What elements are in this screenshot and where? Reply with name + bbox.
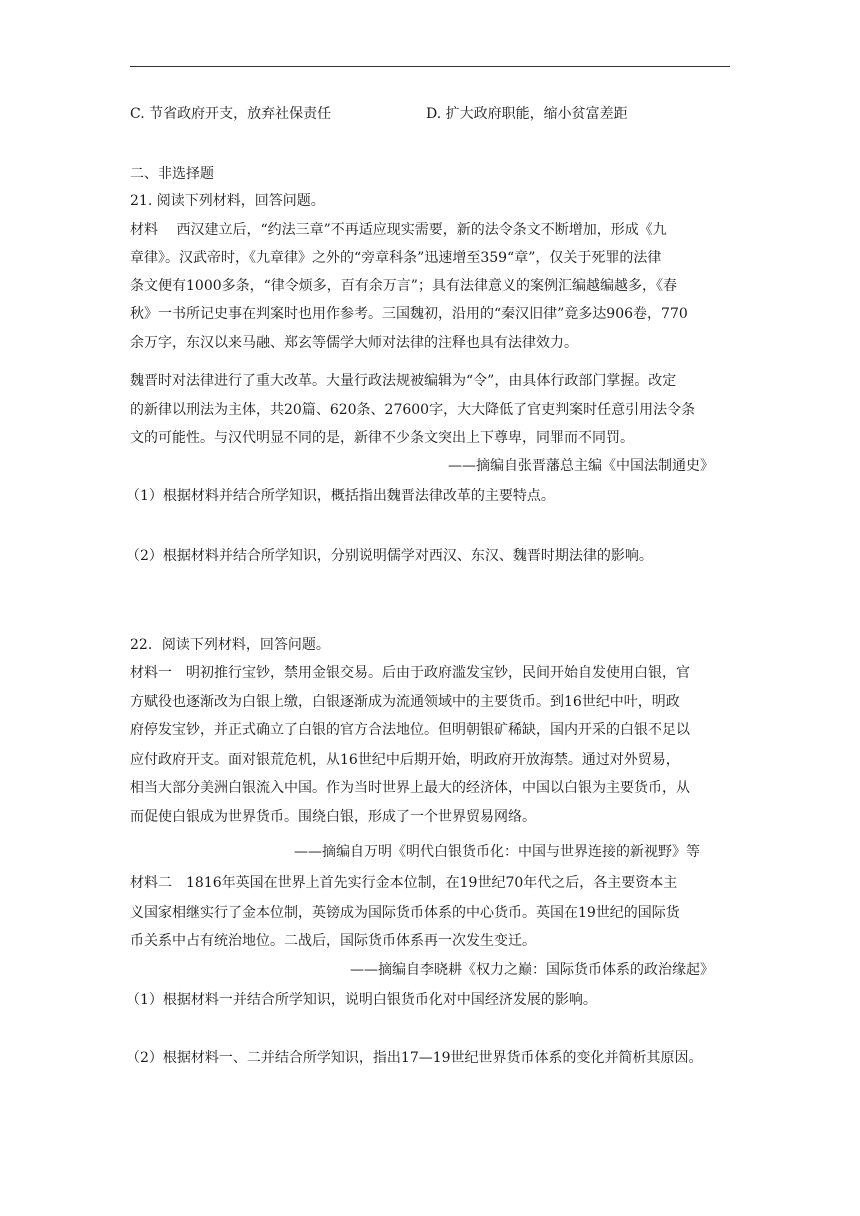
q21-material-line: 文的可能性。与汉代明显不同的是，新律不少条文突出上下尊卑，同罪而不同罚。: [130, 430, 634, 446]
q22-material1-line: 应付政府开支。面对银荒危机，从16世纪中后期开始，明政府开放海禁。通过对外贸易，: [130, 752, 680, 768]
q22-material2-line: 币关系中占有统治地位。二战后，国际货币体系再一次发生变迁。: [130, 933, 536, 949]
q21-material-line: 的新律以刑法为主体，共20篇、620条、27600字，大大降低了官吏判案时任意引用法令条: [130, 402, 696, 418]
q21-material-line: 魏晋时对法律进行了重大改革。大量行政法规被编辑为“令”，由具体行政部门掌握。改定: [130, 373, 677, 389]
header-rule: [130, 66, 730, 67]
q22-material1-line: 材料一 明初推行宝钞，禁用金银交易。后由于政府滥发宝钞，民间开始自发使用白银，官: [130, 665, 690, 681]
q21-material-line: 条文便有1000多条，“律令烦多，百有余万言”；具有法律意义的案例汇编越编越多，《春: [130, 278, 677, 294]
q22-material2-line: 义国家相继实行了金本位制，英镑成为国际货币体系的中心货币。英国在19世纪的国际货: [130, 905, 680, 921]
q22-material2-line: 材料二 1816年英国在世界上首先实行金本位制，在19世纪70年代之后，各主要资本主: [130, 875, 678, 891]
q22-source-1: ——摘编自万明《明代白银货币化：中国与世界连接的新视野》等: [294, 844, 700, 860]
q21-material-line: 章律》。汉武帝时，《九章律》之外的“旁章科条”迅速增至359“章”，仅关于死罪的法律: [130, 250, 662, 266]
q22-material1-line: 方赋役也逐渐改为白银上缴，白银逐渐成为流通领域中的主要货币。到16世纪中叶，明政: [130, 694, 680, 710]
q21-subquestion-1: （1）根据材料并结合所学知识，概括指出魏晋法律改革的主要特点。: [126, 488, 555, 504]
q21-material-line: 余万字，东汉以来马融、郑玄等儒学大师对法律的注释也具有法律效力。: [130, 335, 578, 351]
q22-material1-line: 而促使白银成为世界货币。围绕白银，形成了一个世界贸易网络。: [130, 809, 536, 825]
q21-heading: 21. 阅读下列材料，回答问题。: [130, 193, 325, 209]
q22-heading: 22．阅读下列材料，回答问题。: [130, 637, 330, 653]
q22-source-2: ——摘编自李晓耕《权力之巅：国际货币体系的政治缘起》: [350, 962, 714, 978]
q22-subquestion-2: （2）根据材料一、二并结合所学知识，指出17—19世纪世界货币体系的变化并简析其原因。: [126, 1050, 703, 1066]
option-c: C. 节省政府开支，放弃社保责任: [130, 106, 332, 122]
q21-material-line: 材料 西汉建立后，“约法三章”不再适应现实需要，新的法令条文不断增加，形成《九: [130, 222, 667, 238]
q22-material1-line: 府停发宝钞，并正式确立了白银的官方合法地位。但明朝银矿稀缺，国内开采的白银不足以: [130, 722, 690, 738]
section-title: 二、非选择题: [130, 166, 214, 182]
q22-subquestion-1: （1）根据材料一并结合所学知识，说明白银货币化对中国经济发展的影响。: [126, 992, 597, 1008]
q21-subquestion-2: （2）根据材料并结合所学知识，分别说明儒学对西汉、东汉、魏晋时期法律的影响。: [126, 548, 653, 564]
q21-material-line: 秋》一书所记史事在判案时也用作参考。三国魏初，沿用的“秦汉旧律”竟多达906卷，770: [130, 306, 688, 322]
q22-material1-line: 相当大部分美洲白银流入中国。作为当时世界上最大的经济体，中国以白银为主要货币，从: [130, 780, 690, 796]
option-d: D. 扩大政府职能，缩小贫富差距: [426, 106, 628, 122]
q21-source: ——摘编自张晋藩总主编《中国法制通史》: [448, 458, 714, 474]
